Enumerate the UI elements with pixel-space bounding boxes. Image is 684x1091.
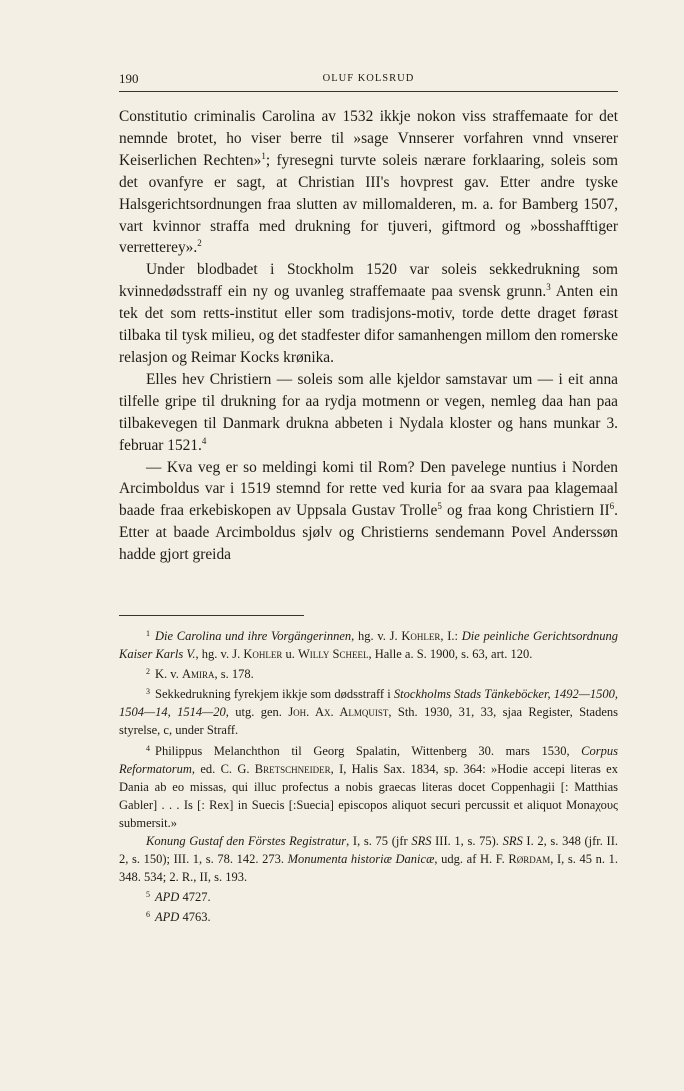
footnote-ref-2: 2 <box>197 238 202 249</box>
paragraph-4: — Kva veg er so meldingi komi til Rom? Den pavelege nuntius i Norden Arcimboldus var i 1519 stemnd for rette ved kuria for aa svara paa klagemaal baade fraa erkebiskopen av Uppsala Gustav Trolle$^5$ og fraa kong Christiern $II^6$. Etter at baade Arcimboldus sjølv og Christierns sendemann Povel Anderssøn hadde gjort greida <box>119 458 618 564</box>
footnote-6: $^6$ APD 4763. <box>146 910 211 925</box>
paragraph-1: Constitutio criminalis Carolina av 1532 ikkje nokon viss straffemaate for det nemnde brotet, ho viser berre til »sage Vnnserer vorfahren vnnd vnserer Keiserlichen Rechten»$^1$; fyresegni turvte soleis nærare forklaaring, soleis som det ovanfyre er sagt, at Christian III's hovprest gav. Etter andre tyske Halsgerichtsordnungen fraa slutten av millomalderen, m. a. for Bamberg 1507, vart kvinnor straffa med drukning for tjuveri, giftmord og »bosshafftiger verretterey».$^2$ <box>119 108 618 257</box>
footnote-ref-6: 6 <box>609 501 615 512</box>
main-text <box>119 106 618 566</box>
footnotes <box>119 625 618 927</box>
footnote-5: $^5$ APD 4727. <box>146 890 211 905</box>
page-header <box>119 71 618 92</box>
footnote-ref-5: 5 <box>437 501 442 512</box>
footnote-ref-3: 3 <box>546 282 551 293</box>
footnote-4: $^4$ Philippus Melanchthon til Georg Spalatin, Wittenberg 30. mars 1530, Corpus Reformatorum, ed. C. G. Bretschneider, I, Halis Sax. 1834, sp. 364: »Hodie accepi literas ex Dania ab eo missas, qui illuc profectus a nobis graecas literas docet Coppenhagii [: Matthias Gabler] . . . Is [: Rex] in Suecis [:Suecia] episcopos aliquot securi percussit et aliquot Monaχους submersit.» <box>119 743 618 830</box>
paragraph-3: Elles hev Christiern — soleis som alle kjeldor samstavar um — i eit anna tilfelle gripe til drukning for aa rydja motmenn or vegen, nemleg daa han paa tilbakevegen til Danmark drukna abbeten i Nydala kloster og hans munkar 3. februar 1521.$^4$ <box>119 370 618 454</box>
page-number: 190 <box>119 71 139 86</box>
footnote-ref-4: 4 <box>201 435 207 446</box>
footnote-2: $^2$ K. v. Amira, s. 178. <box>146 667 254 682</box>
footnote-1: $^1$ Die Carolina und ihre Vorgängerinnen, hg. v. J. Kohler, I.: Die peinliche Gerichtsordnung Kaiser Karls V., hg. v. J. Kohler u. Willy Scheel, Halle a. S. 1900, s. 63, art. 120. <box>119 629 618 662</box>
footnote-ref-1: 1 <box>261 150 266 161</box>
footnote-4-continued: Konung Gustaf den Förstes Registratur, I, s. 75 (jfr SRS III. 1, s. 75). SRS I. 2, s. 348 (jfr. II. 2, s. 150); III. 1, s. 78. 142. 273. Monumenta historiæ Danicæ, udg. af H. F. Rørdam, I, s. 45 n. 1. 348. 534; 2. R., II, s. 193. <box>119 834 619 885</box>
footnote-3: $^3$ Sekkedrukning fyrekjem ikkje som dødsstraff i Stockholms Stads Tänkeböcker, 1492—1500, 1504—14, 1514—20, utg. gen. Joh. Ax. Almquist, Sth. 1930, 31, 33, sjaa Register, Stadens styrelse, c, under Straff. <box>119 687 618 738</box>
running-head: OLUF KOLSRUD <box>322 73 415 84</box>
paragraph-2: Under blodbadet i Stockholm 1520 var soleis sekkedrukning som kvinnedødsstraff ein ny og uvanleg straffemaate paa svensk grunn.$^3$ Anten ein tek det som retts-institut eller som tradisjons-motiv, torde dette draget førast tilbaka til tysk milieu, og det stadfester difor samanhengen millom den romerske relasjon og Reimar Kocks krønika. <box>119 261 619 366</box>
footnote-divider <box>119 615 304 616</box>
